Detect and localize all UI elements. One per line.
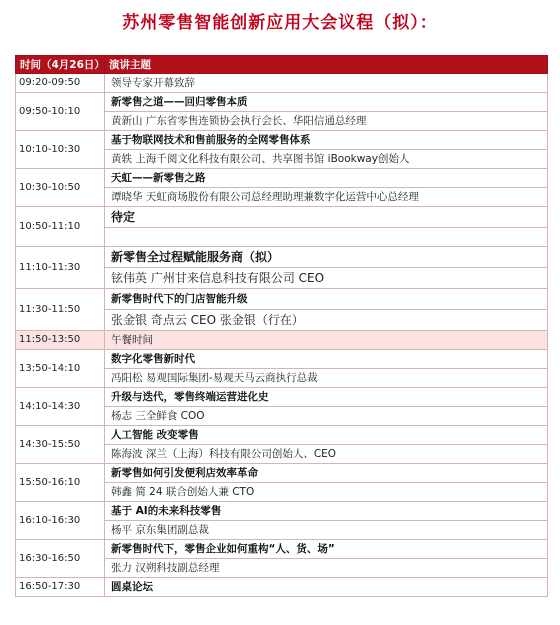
session-speaker: 领导专家开幕致辞 <box>105 74 548 93</box>
session-time: 15:50-16:10 <box>16 464 105 502</box>
agenda-table <box>15 55 548 597</box>
table-row <box>16 131 548 150</box>
table-row <box>16 350 548 369</box>
session-time: 11:10-11:30 <box>16 247 105 289</box>
table-row <box>16 93 548 112</box>
session-topic: 新零售全过程赋能服务商（拟） <box>105 247 548 268</box>
session-topic: 升级与迭代，零售终端运营进化史 <box>105 388 548 407</box>
session-speaker: 陈海波 深兰（上海）科技有限公司创始人、CEO <box>105 445 548 464</box>
session-time: 14:30-15:50 <box>16 426 105 464</box>
session-topic: 人工智能 改变零售 <box>105 426 548 445</box>
table-row <box>16 207 548 228</box>
session-speaker: 黄新山 广东省零售连锁协会执行会长、华阳信通总经理 <box>105 112 548 131</box>
session-speaker: 铉伟英 广州甘来信息科技有限公司 CEO <box>105 268 548 289</box>
session-time: 10:10-10:30 <box>16 131 105 169</box>
table-row <box>16 247 548 268</box>
session-speaker: 黄轶 上海千阅文化科技有限公司、共享图书馆 iBookway创始人 <box>105 150 548 169</box>
session-time: 14:10-14:30 <box>16 388 105 426</box>
session-time: 09:50-10:10 <box>16 93 105 131</box>
session-speaker: 韩鑫 简 24 联合创始人兼 CTO <box>105 483 548 502</box>
session-time: 11:50-13:50 <box>16 331 105 350</box>
table-row <box>16 74 548 93</box>
table-row <box>16 540 548 559</box>
table-row-lunch <box>16 331 548 350</box>
session-topic: 新零售时代下的门店智能升级 <box>105 289 548 310</box>
topic-column-header: 演讲主题 <box>105 56 548 74</box>
time-column-header: 时间（4月26日） <box>16 56 105 74</box>
session-speaker <box>105 228 548 247</box>
session-topic: 新零售时代下，零售企业如何重构“人、货、场” <box>105 540 548 559</box>
table-row <box>16 578 548 597</box>
session-time: 16:50-17:30 <box>16 578 105 597</box>
session-speaker: 张金银 奇点云 CEO 张金银（行在） <box>105 310 548 331</box>
table-header-row <box>16 56 548 74</box>
session-topic: 新零售之道——回归零售本质 <box>105 93 548 112</box>
session-time: 16:30-16:50 <box>16 540 105 578</box>
table-row <box>16 426 548 445</box>
session-speaker: 张力 汉朔科技副总经理 <box>105 559 548 578</box>
session-time: 16:10-16:30 <box>16 502 105 540</box>
session-topic: 天虹——新零售之路 <box>105 169 548 188</box>
session-speaker: 冯阳松 易观国际集团-易观天马云商执行总裁 <box>105 369 548 388</box>
table-row <box>16 388 548 407</box>
session-time: 11:30-11:50 <box>16 289 105 331</box>
session-topic: 基于物联网技术和售前服务的全网零售体系 <box>105 131 548 150</box>
session-speaker: 杨志 三全鲜食 COO <box>105 407 548 426</box>
session-speaker: 谭晓华 天虹商场股份有限公司总经理助理兼数字化运营中心总经理 <box>105 188 548 207</box>
session-time: 10:30-10:50 <box>16 169 105 207</box>
table-row <box>16 289 548 310</box>
session-topic: 新零售如何引发便利店效率革命 <box>105 464 548 483</box>
session-time: 13:50-14:10 <box>16 350 105 388</box>
session-topic: 待定 <box>105 207 548 228</box>
page-title: 苏州零售智能创新应用大会议程（拟）： <box>122 13 438 33</box>
session-speaker: 杨平 京东集团副总裁 <box>105 521 548 540</box>
table-row <box>16 464 548 483</box>
session-time: 09:20-09:50 <box>16 74 105 93</box>
session-topic: 基于 AI的未来科技零售 <box>105 502 548 521</box>
table-row <box>16 502 548 521</box>
session-speaker: 午餐时间 <box>105 331 548 350</box>
session-time: 10:50-11:10 <box>16 207 105 247</box>
session-topic: 圆桌论坛 <box>105 578 548 597</box>
session-topic: 数字化零售新时代 <box>105 350 548 369</box>
table-row <box>16 169 548 188</box>
